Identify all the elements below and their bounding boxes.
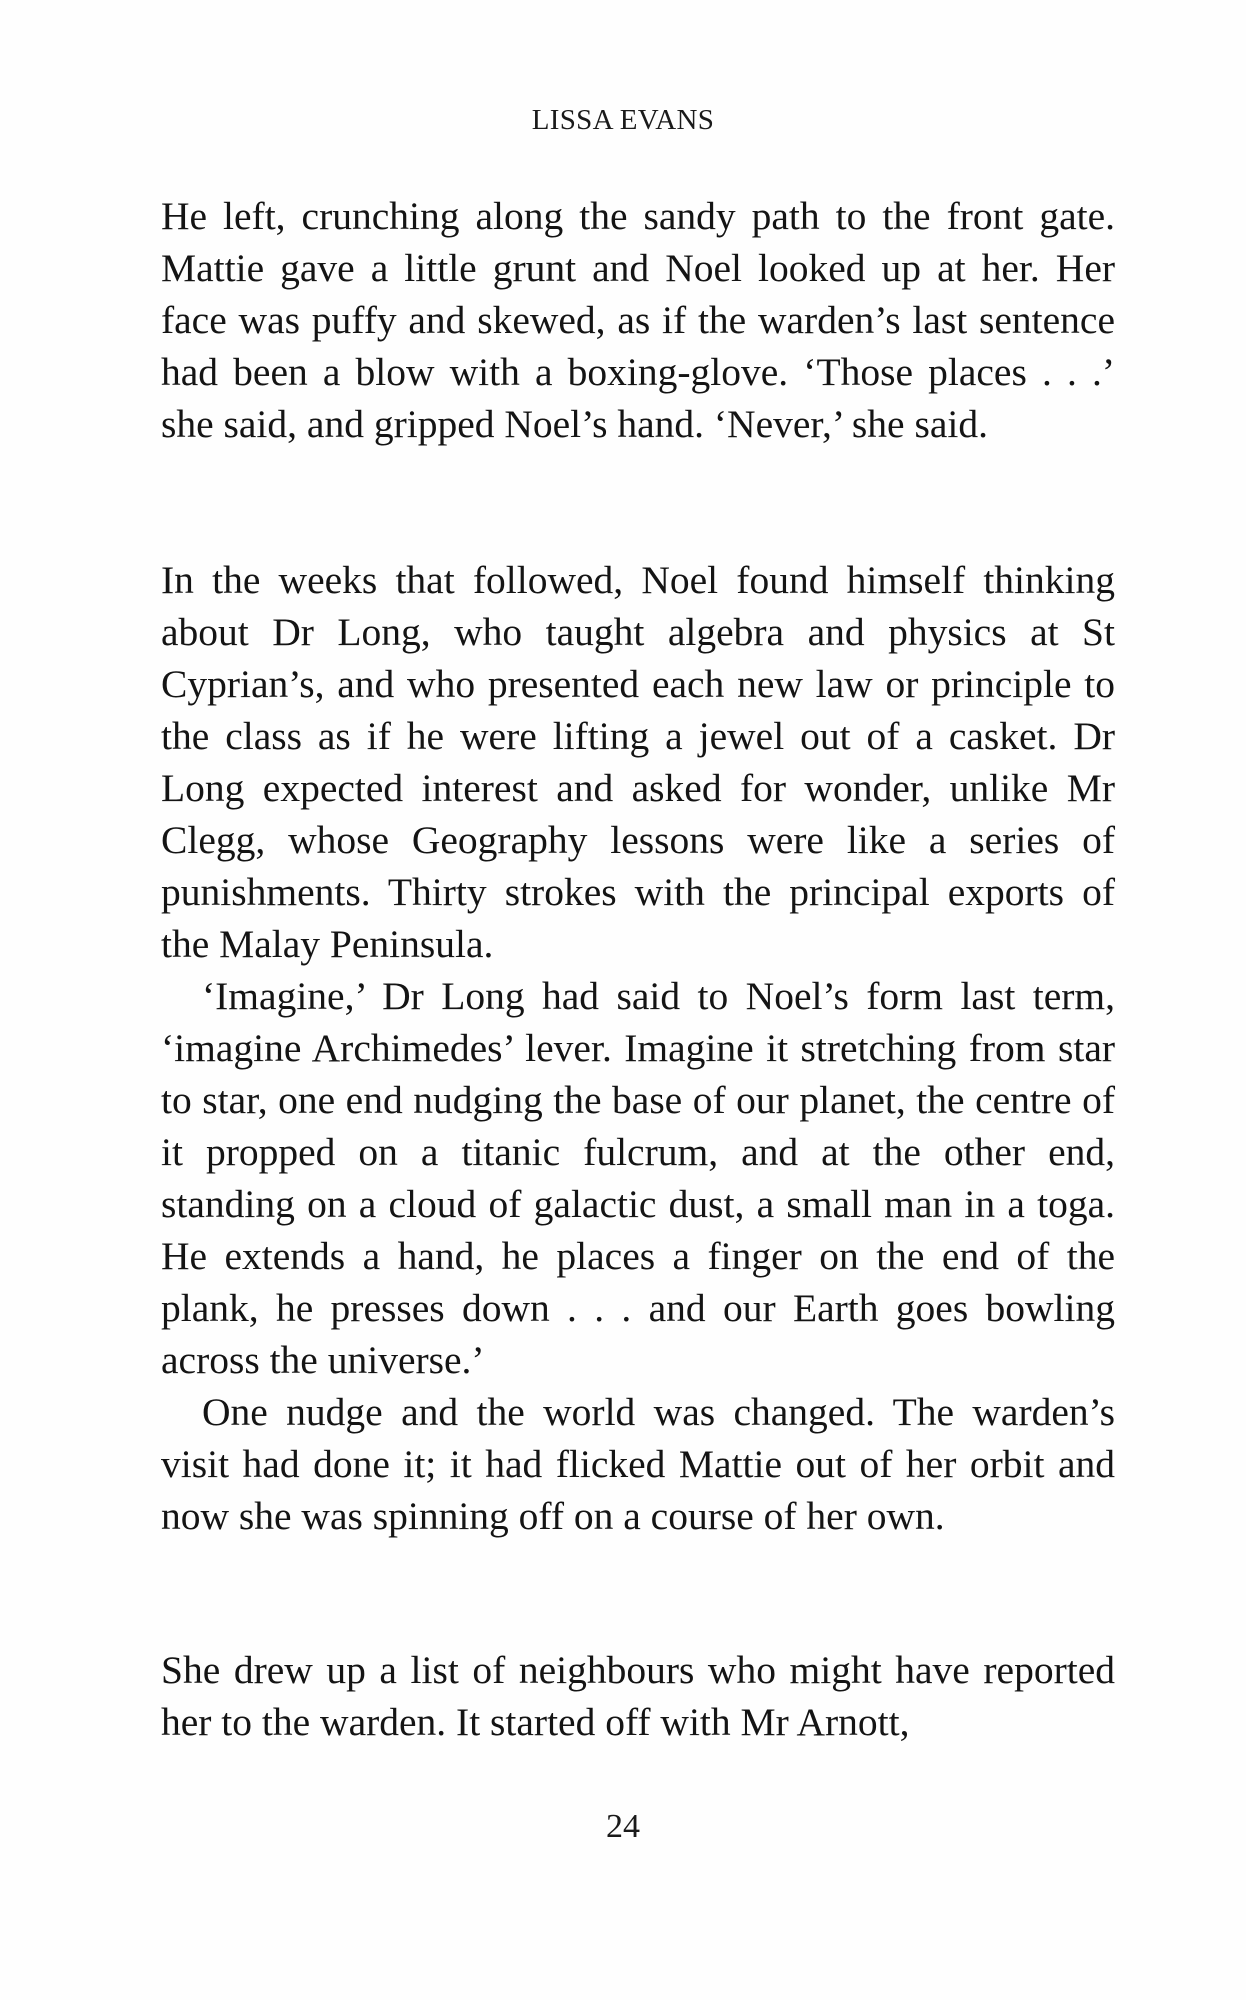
text-section-3 [161, 1644, 1115, 1748]
paragraph-5: She drew up a list of neighbours who might have reported her to the warden. It started off with Mr Arnott, [161, 1648, 1115, 1744]
paragraph-2: In the weeks that followed, Noel found himself thinking about Dr Long, who taught algebra and physics at St Cyprian’s, and who presented each new law or principle to the class as if he were lifting a jewel out of a casket. Dr Long expected interest and asked for wonder, unlike Mr Clegg, whose Geography lessons were like a series of punishments. Thirty strokes with the principal exports of the Malay Peninsula. [161, 558, 1115, 966]
text-section-2 [161, 554, 1115, 1542]
paragraph-3: ‘Imagine,’ Dr Long had said to Noel’s form last term, ‘imagine Archimedes’ lever. Imagine it stretching from star to star, one end nudging the base of our planet, the centre of it propped on a titanic fulcrum, and at the other end, standing on a cloud of galactic dust, a small man in a toga. He extends a hand, he places a finger on the end of the plank, he presses down . . . and our Earth goes bowling across the universe.’ [161, 974, 1115, 1382]
paragraph-1: He left, crunching along the sandy path to the front gate. Mattie gave a little grunt and Noel looked up at her. Her face was puffy and skewed, as if the warden’s last sentence had been a blow with a boxing-glove. ‘Those places . . .’ she said, and gripped Noel’s hand. ‘Never,’ she said. [161, 194, 1115, 446]
page-number: 24 [606, 1808, 640, 1845]
paragraph-4: One nudge and the world was changed. The warden’s visit had done it; it had flicked Mattie out of her orbit and now she was spinning off on a course of her own. [161, 1390, 1115, 1538]
running-head: LISSA EVANS [531, 104, 715, 136]
text-section-1 [161, 190, 1115, 450]
